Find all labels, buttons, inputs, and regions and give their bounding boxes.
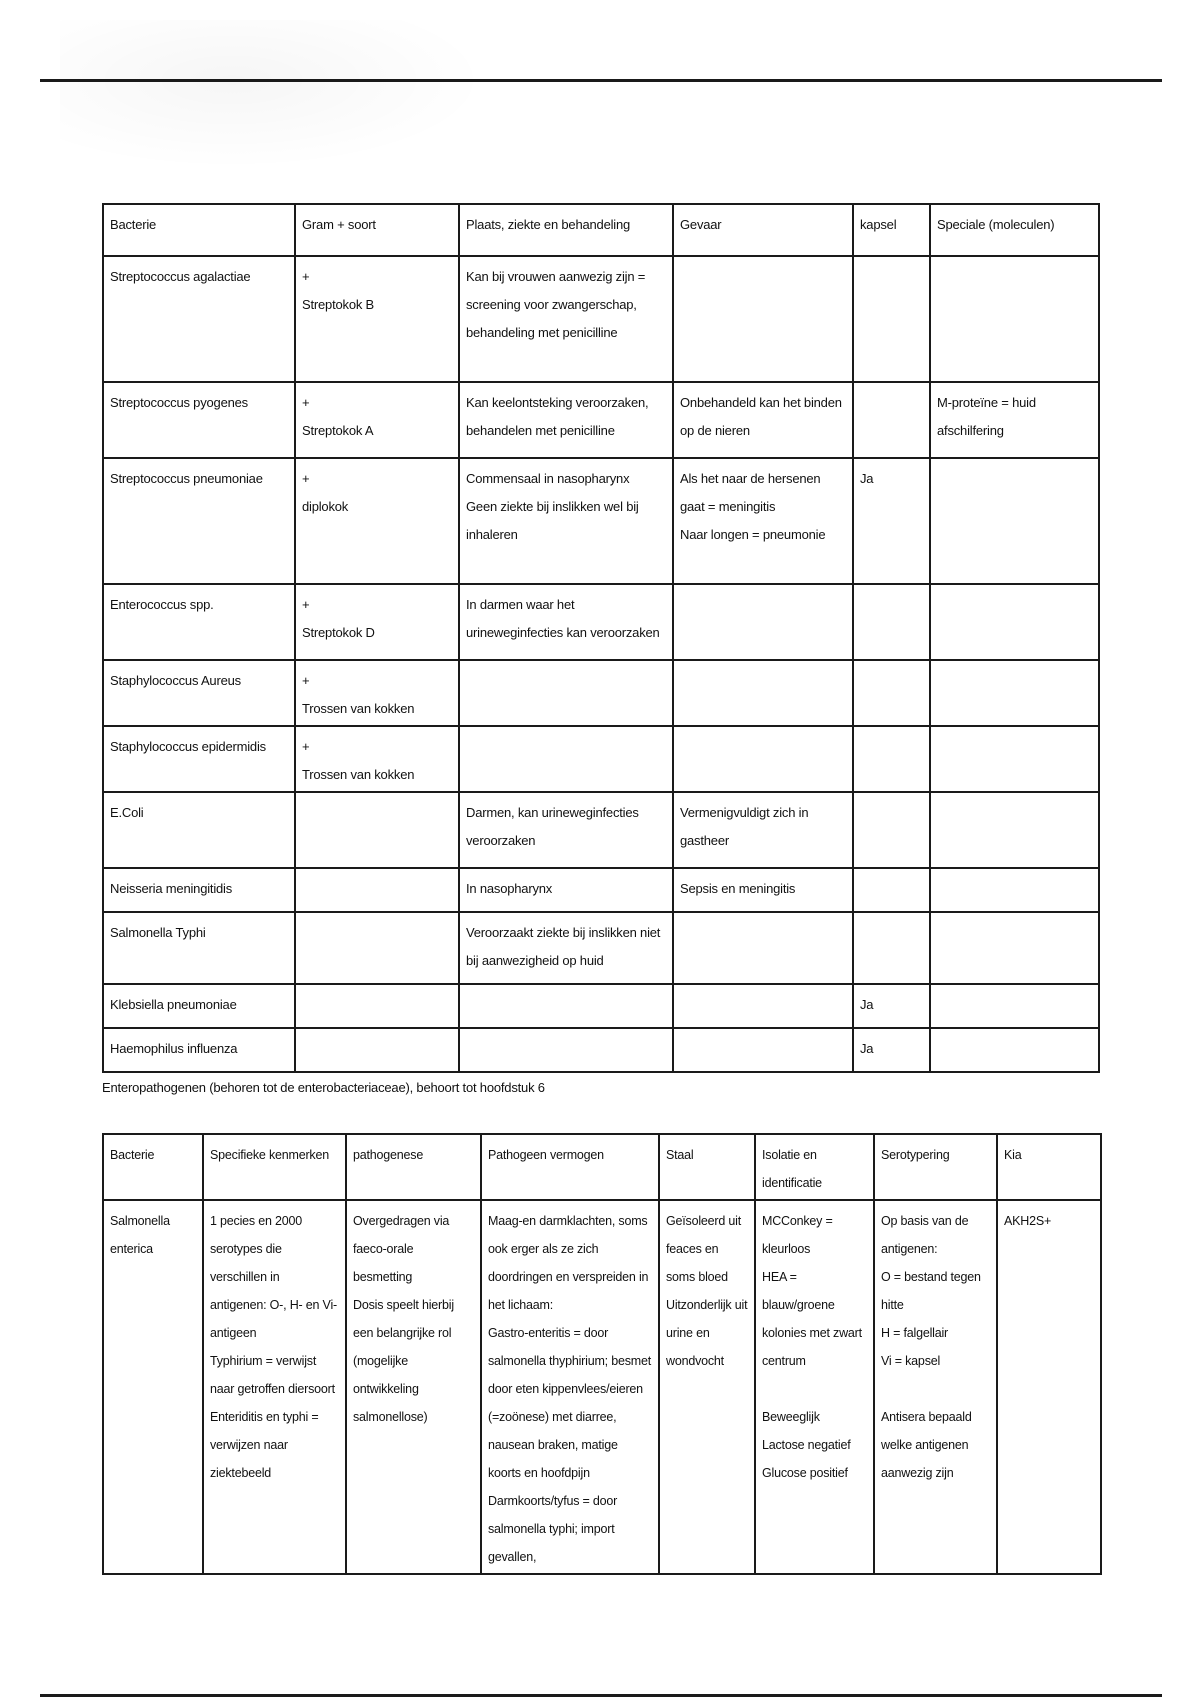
header-cell: Isolatie en identificatie: [755, 1134, 874, 1200]
header-cell: Plaats, ziekte en behandeling: [459, 204, 673, 256]
enteropathogens-table: [102, 1133, 1102, 1575]
table-cell: [930, 868, 1099, 912]
table-cell: 1 pecies en 2000 serotypes die verschillen in antigenen: O-, H- en Vi-antigeen Typhirium = verwijst naar getroffen diersoort Enteriditis en typhi = verwijzen naar ziektebeeld: [203, 1200, 346, 1574]
table-cell: [459, 1028, 673, 1072]
table-cell: [930, 584, 1099, 660]
table-cell: Darmen, kan urineweginfecties veroorzaken: [459, 792, 673, 868]
table-row: [103, 256, 1099, 382]
table-cell: Als het naar de hersenen gaat = meningitis Naar longen = pneumonie: [673, 458, 853, 584]
table-cell: Salmonella Typhi: [103, 912, 295, 984]
table-cell: In darmen waar het urineweginfecties kan veroorzaken: [459, 584, 673, 660]
table-cell: [459, 984, 673, 1028]
table-cell: Kan keelontsteking veroorzaken, behandelen met penicilline: [459, 382, 673, 458]
table-cell: + Streptokok D: [295, 584, 459, 660]
header-rule: [40, 79, 1162, 82]
header-cell: Serotypering: [874, 1134, 997, 1200]
header-row: [103, 204, 1099, 256]
table-cell: Klebsiella pneumoniae: [103, 984, 295, 1028]
header-cell: kapsel: [853, 204, 930, 256]
table-cell: [459, 660, 673, 726]
table-cell: [673, 726, 853, 792]
table-cell: Overgedragen via faeco-orale besmetting Dosis speelt hierbij een belangrijke rol (mogelijke ontwikkeling salmonellose): [346, 1200, 481, 1574]
table-row: [103, 726, 1099, 792]
table-cell: [853, 660, 930, 726]
table-cell: [930, 984, 1099, 1028]
table-cell: [930, 458, 1099, 584]
table-cell: Ja: [853, 1028, 930, 1072]
table-cell: Op basis van de antigenen: O = bestand tegen hitte H = falgellair Vi = kapsel Antisera bepaald welke antigenen aanwezig zijn: [874, 1200, 997, 1574]
table-cell: [295, 912, 459, 984]
table-cell: [673, 660, 853, 726]
header-row: [103, 1134, 1101, 1200]
table-row: [103, 868, 1099, 912]
table-cell: Veroorzaakt ziekte bij inslikken niet bij aanwezigheid op huid: [459, 912, 673, 984]
table-cell: Streptococcus agalactiae: [103, 256, 295, 382]
table-cell: Vermenigvuldigt zich in gastheer: [673, 792, 853, 868]
table-cell: [930, 912, 1099, 984]
table-cell: + Streptokok A: [295, 382, 459, 458]
table-cell: [930, 792, 1099, 868]
table-cell: [295, 792, 459, 868]
header-cell: pathogenese: [346, 1134, 481, 1200]
table-row: [103, 1028, 1099, 1072]
table-cell: [930, 726, 1099, 792]
table-row: [103, 984, 1099, 1028]
footer-rule: [40, 1694, 1162, 1697]
header-cell: Bacterie: [103, 204, 295, 256]
section-caption: Enteropathogenen (behoren tot de enterobacteriaceae), behoort tot hoofdstuk 6: [102, 1080, 545, 1095]
table-cell: [673, 584, 853, 660]
table-cell: [295, 984, 459, 1028]
table-cell: [853, 792, 930, 868]
table-cell: [673, 256, 853, 382]
table-row: [103, 382, 1099, 458]
table-cell: [853, 256, 930, 382]
table-cell: Staphylococcus Aureus: [103, 660, 295, 726]
table-cell: [459, 726, 673, 792]
table-row: [103, 1200, 1101, 1574]
table-cell: Streptococcus pneumoniae: [103, 458, 295, 584]
table-cell: [673, 984, 853, 1028]
table-cell: Maag-en darmklachten, soms ook erger als ze zich doordringen en verspreiden in het lichaam: Gastro-enteritis = door salmonella thyphirium; besmet door eten kippenvlees/eieren (=zoönese) met diarree, nausean braken, matige koorts en hoofdpijn Darmkoorts/tyfus = door salmonella typhi; import gevallen,: [481, 1200, 659, 1574]
table-cell: Streptococcus pyogenes: [103, 382, 295, 458]
table-cell: AKH2S+: [997, 1200, 1101, 1574]
header-cell: Specifieke kenmerken: [203, 1134, 346, 1200]
table-cell: [930, 1028, 1099, 1072]
table-cell: + diplokok: [295, 458, 459, 584]
header-cell: Speciale (moleculen): [930, 204, 1099, 256]
table-cell: [295, 868, 459, 912]
table-row: [103, 912, 1099, 984]
table-cell: + Trossen van kokken: [295, 726, 459, 792]
table-cell: [930, 660, 1099, 726]
table-cell: Staphylococcus epidermidis: [103, 726, 295, 792]
header-cell: Gram + soort: [295, 204, 459, 256]
table-row: [103, 458, 1099, 584]
table-cell: [853, 912, 930, 984]
bacteria-table: [102, 203, 1100, 1073]
table-cell: M-proteïne = huid afschilfering: [930, 382, 1099, 458]
table-cell: In nasopharynx: [459, 868, 673, 912]
table-cell: Ja: [853, 984, 930, 1028]
table-cell: [295, 1028, 459, 1072]
header-cell: Pathogeen vermogen: [481, 1134, 659, 1200]
table-cell: Kan bij vrouwen aanwezig zijn = screening voor zwangerschap, behandeling met penicilline: [459, 256, 673, 382]
header-cell: Bacterie: [103, 1134, 203, 1200]
table-cell: Sepsis en meningitis: [673, 868, 853, 912]
table-cell: Ja: [853, 458, 930, 584]
table-cell: Haemophilus influenza: [103, 1028, 295, 1072]
table-cell: + Trossen van kokken: [295, 660, 459, 726]
table-cell: Onbehandeld kan het binden op de nieren: [673, 382, 853, 458]
table-cell: Geïsoleerd uit feaces en soms bloed Uitzonderlijk uit urine en wondvocht: [659, 1200, 755, 1574]
table-cell: [673, 1028, 853, 1072]
table-cell: + Streptokok B: [295, 256, 459, 382]
table-cell: [673, 912, 853, 984]
header-cell: Gevaar: [673, 204, 853, 256]
table-cell: [930, 256, 1099, 382]
table-cell: MCConkey = kleurloos HEA = blauw/groene kolonies met zwart centrum Beweeglijk Lactose negatief Glucose positief: [755, 1200, 874, 1574]
table-cell: E.Coli: [103, 792, 295, 868]
table-cell: Commensaal in nasopharynx Geen ziekte bij inslikken wel bij inhaleren: [459, 458, 673, 584]
table-cell: [853, 726, 930, 792]
table-cell: [853, 584, 930, 660]
table-row: [103, 584, 1099, 660]
faded-watermark: [60, 20, 490, 170]
header-cell: Staal: [659, 1134, 755, 1200]
table-cell: [853, 382, 930, 458]
table-row: [103, 660, 1099, 726]
table-cell: Neisseria meningitidis: [103, 868, 295, 912]
table-cell: [853, 868, 930, 912]
table-cell: Salmonella enterica: [103, 1200, 203, 1574]
table-row: [103, 792, 1099, 868]
table-cell: Enterococcus spp.: [103, 584, 295, 660]
header-cell: Kia: [997, 1134, 1101, 1200]
